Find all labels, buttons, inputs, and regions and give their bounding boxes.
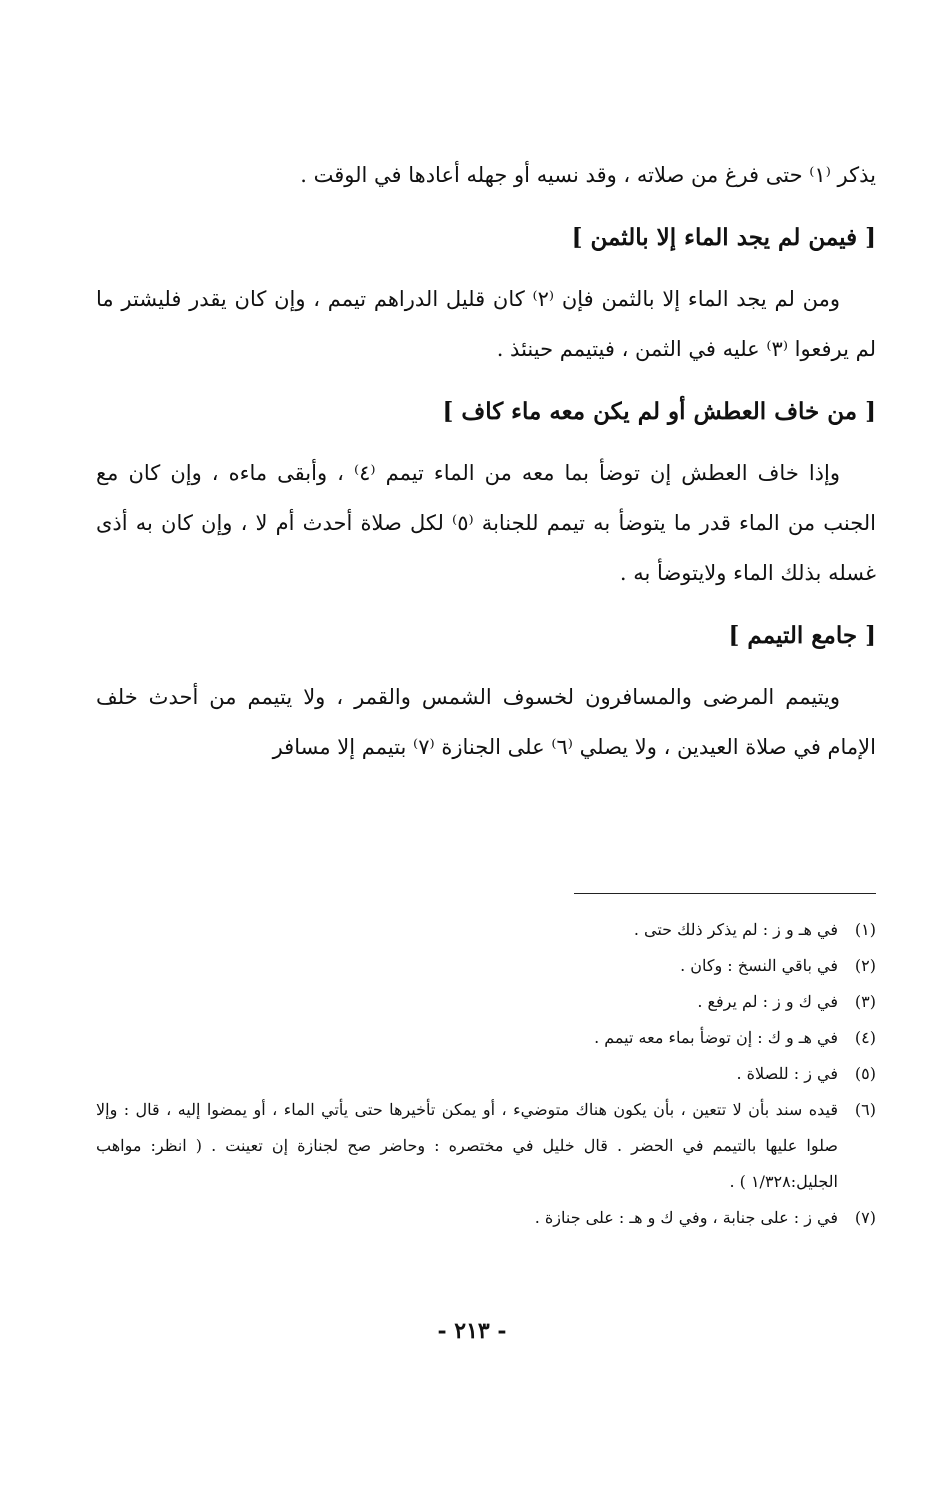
footnote-5 <box>96 1056 876 1092</box>
paragraph-1: يذكر ⁽١⁾ حتى فرغ من صلاته ، وقد نسيه أو جهله أعادها في الوقت . <box>300 163 876 187</box>
footnote-number: (١) <box>854 920 876 939</box>
footnote-number: (٥) <box>854 1064 876 1083</box>
section-heading-thirst: [ من خاف العطش أو لم يكن معه ماء كاف ] <box>442 398 876 425</box>
footnote-text: قيده سند بأن لا تتعين ، بأن يكون هناك متوضيء ، أو يمكن تأخيرها حتى يأتي الماء ، أو يمضوا إليه ، قال : وإلا صلوا عليها بالتيمم في الحضر . قال خليل في مختصره : وحاضر صح لجنازة إن تعينت . ( انظر: مواهب الجليل:١/٣٢٨ ) . <box>96 1100 838 1191</box>
footnote-number: (٦) <box>854 1100 876 1119</box>
footnote-number: (٣) <box>854 992 876 1011</box>
footnote-number: (٢) <box>854 956 876 975</box>
footnote-7 <box>96 1200 876 1236</box>
paragraph-3: وإذا خاف العطش إن توضأ بما معه من الماء تيمم ⁽٤⁾ ، وأبقى ماءه ، وإن كان مع الجنب من الماء قدر ما يتوضأ به تيمم للجنابة ⁽٥⁾ لكل صلاة أحدث أم لا ، وإن كان به أذى غسله بذلك الماء ولايتوضأ به . <box>96 461 876 585</box>
footnote-text: في هـ و ك : إن توضأ بماء معه تيمم . <box>594 1028 838 1047</box>
paragraph-2: ومن لم يجد الماء إلا بالثمن فإن ⁽٢⁾ كان قليل الدراهم تيمم ، وإن كان يقدر فليشتر ما لم يرفعوا ⁽٣⁾ عليه في الثمن ، فيتيمم حينئذ . <box>96 287 876 361</box>
paragraph-4: ويتيمم المرضى والمسافرون لخسوف الشمس والقمر ، ولا يتيمم من أحدث خلف الإمام في صلاة العيدين ، ولا يصلي ⁽٦⁾ على الجنازة ⁽٧⁾ بتيمم إلا مسافر <box>96 685 876 759</box>
footnotes <box>96 912 876 1236</box>
footnote-text: في ك و ز : لم يرفع . <box>697 992 838 1011</box>
footnote-6 <box>96 1092 876 1200</box>
footnote-1 <box>96 912 876 948</box>
section-heading-tayammum: [ جامع التيمم ] <box>728 622 876 649</box>
footnote-text: في هـ و ز : لم يذكر ذلك حتى . <box>633 920 838 939</box>
footnote-2 <box>96 948 876 984</box>
main-text <box>96 150 876 772</box>
section-heading-price: [ فيمن لم يجد الماء إلا بالثمن ] <box>571 224 876 251</box>
page-number: - ٢١٣ - <box>437 1318 507 1344</box>
footnote-text: في ز : على جنابة ، وفي ك و هـ : على جنازة . <box>534 1208 838 1227</box>
footnote-separator <box>574 893 876 894</box>
footnote-text: في باقي النسخ : وكان . <box>680 956 838 975</box>
footnote-4 <box>96 1020 876 1056</box>
footnote-number: (٧) <box>854 1208 876 1227</box>
footnote-number: (٤) <box>854 1028 876 1047</box>
footnote-text: في ز : للصلاة . <box>736 1064 838 1083</box>
footnote-3 <box>96 984 876 1020</box>
